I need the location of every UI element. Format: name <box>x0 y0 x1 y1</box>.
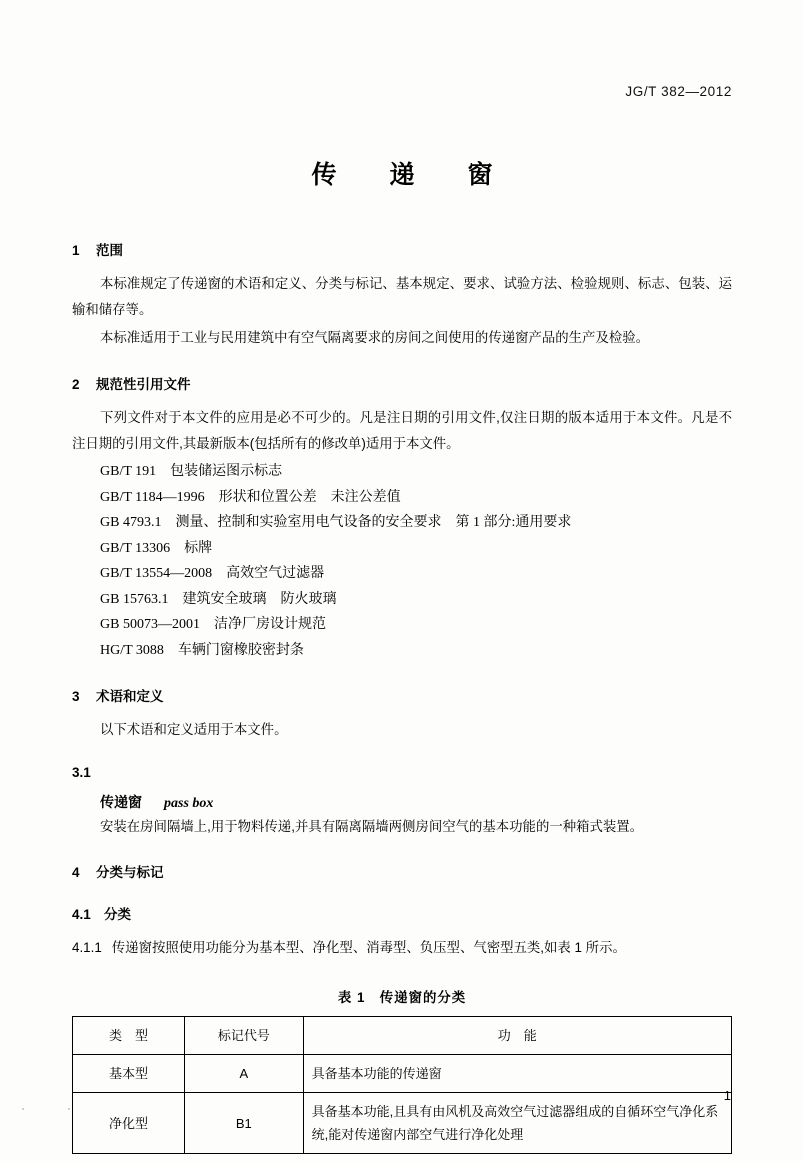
reference-title: 高效空气过滤器 <box>226 566 325 581</box>
reference-title: 包装储运图示标志 <box>170 464 283 479</box>
reference-item <box>72 587 732 613</box>
term-name-zh: 传递窗 <box>100 796 142 811</box>
reference-item <box>72 459 732 485</box>
reference-item <box>72 612 732 638</box>
clause-title-3: 术语和定义 <box>96 689 164 704</box>
table-caption: 表 1 传递窗的分类 <box>337 990 467 1005</box>
table-header-function: 功 能 <box>303 1017 731 1055</box>
term-name-en: pass box <box>164 796 214 811</box>
clause-heading-3-1 <box>72 765 732 780</box>
clause-heading-1 <box>72 239 732 259</box>
clause-heading-4 <box>72 861 732 881</box>
reference-item <box>72 536 732 562</box>
cell-code: A <box>185 1055 304 1093</box>
clause-title-1: 范围 <box>96 243 123 258</box>
clause-1-paragraph-2: 本标准适用于工业与民用建筑中有空气隔离要求的房间之间使用的传递窗产品的生产及检验。 <box>100 330 650 345</box>
reference-code: HG/T 3088 <box>100 642 164 658</box>
reference-item <box>72 638 732 664</box>
cell-type: 基本型 <box>73 1055 185 1093</box>
scan-artifact <box>68 1108 70 1110</box>
clause-number-4-1: 4.1 <box>72 907 91 922</box>
table-header-row <box>73 1017 732 1055</box>
clause-3-paragraph-1: 以下术语和定义适用于本文件。 <box>100 722 288 737</box>
reference-code: GB 4793.1 <box>100 515 162 530</box>
table-row <box>73 1055 732 1093</box>
term-name <box>100 792 732 812</box>
term-definition: 安装在房间隔墙上,用于物料传递,并具有隔离隔墙两侧房间空气的基本功能的一种箱式装置。 <box>100 819 644 834</box>
cell-function: 具备基本功能,且具有由风机及高效空气过滤器组成的自循环空气净化系统,能对传递窗内部空气进行净化处理 <box>303 1093 731 1154</box>
clause-number-3-1: 3.1 <box>72 765 91 780</box>
reference-item <box>72 510 732 536</box>
clause-number-4-1-1: 4.1.1 <box>72 940 102 955</box>
table-header-type: 类 型 <box>73 1017 185 1055</box>
page-title: 传 递 窗 <box>311 161 507 189</box>
scan-artifact <box>22 1108 24 1110</box>
cell-code: B1 <box>185 1093 304 1154</box>
clause-1-paragraph-1: 本标准规定了传递窗的术语和定义、分类与标记、基本规定、要求、试验方法、检验规则、标志、包装、运输和储存等。 <box>72 276 732 317</box>
page-content <box>72 84 732 1154</box>
cell-function: 具备基本功能的传递窗 <box>303 1055 731 1093</box>
table-classification <box>72 1016 732 1154</box>
reference-title: 测量、控制和实验室用电气设备的安全要求 第 1 部分:通用要求 <box>175 515 572 530</box>
page-number: 1 <box>723 1088 731 1103</box>
clause-number-1: 1 <box>72 243 80 258</box>
table-row <box>73 1093 732 1154</box>
term-entry <box>72 792 732 839</box>
reference-title: 洁净厂房设计规范 <box>213 617 326 632</box>
cell-type: 净化型 <box>73 1093 185 1154</box>
clause-text-4-1-1: 传递窗按照使用功能分为基本型、净化型、消毒型、负压型、气密型五类,如表 1 所示。 <box>111 940 626 955</box>
reference-title: 建筑安全玻璃 防火玻璃 <box>182 591 337 607</box>
reference-code: GB 50073—2001 <box>100 617 200 632</box>
reference-code: GB/T 13554—2008 <box>100 566 213 581</box>
clause-heading-2 <box>72 373 732 393</box>
clause-number-2: 2 <box>72 377 80 392</box>
standard-code: JG/T 382—2012 <box>625 84 732 99</box>
table-header-code: 标记代号 <box>185 1017 304 1055</box>
clause-heading-4-1 <box>72 903 732 923</box>
reference-title: 形状和位置公差 未注公差值 <box>218 489 401 505</box>
clause-heading-3 <box>72 685 732 705</box>
clause-title-2: 规范性引用文件 <box>96 377 191 392</box>
clause-4-1-1 <box>72 935 732 961</box>
reference-code: GB/T 13306 <box>100 540 171 556</box>
clause-title-4-1: 分类 <box>104 907 131 922</box>
clause-title-4: 分类与标记 <box>96 865 164 880</box>
clause-2-paragraph-1: 下列文件对于本文件的应用是必不可少的。凡是注日期的引用文件,仅注日期的版本适用于本文件。凡是不注日期的引用文件,其最新版本(包括所有的修改单)适用于本文件。 <box>72 410 732 451</box>
reference-item <box>72 485 732 511</box>
reference-code: GB/T 1184—1996 <box>100 489 205 505</box>
reference-code: GB/T 191 <box>100 464 157 479</box>
reference-code: GB 15763.1 <box>100 591 169 607</box>
clause-number-4: 4 <box>72 865 80 880</box>
reference-title: 车辆门窗橡胶密封条 <box>177 642 304 658</box>
reference-item <box>72 561 732 587</box>
clause-number-3: 3 <box>72 689 80 704</box>
reference-title: 标牌 <box>184 540 213 556</box>
